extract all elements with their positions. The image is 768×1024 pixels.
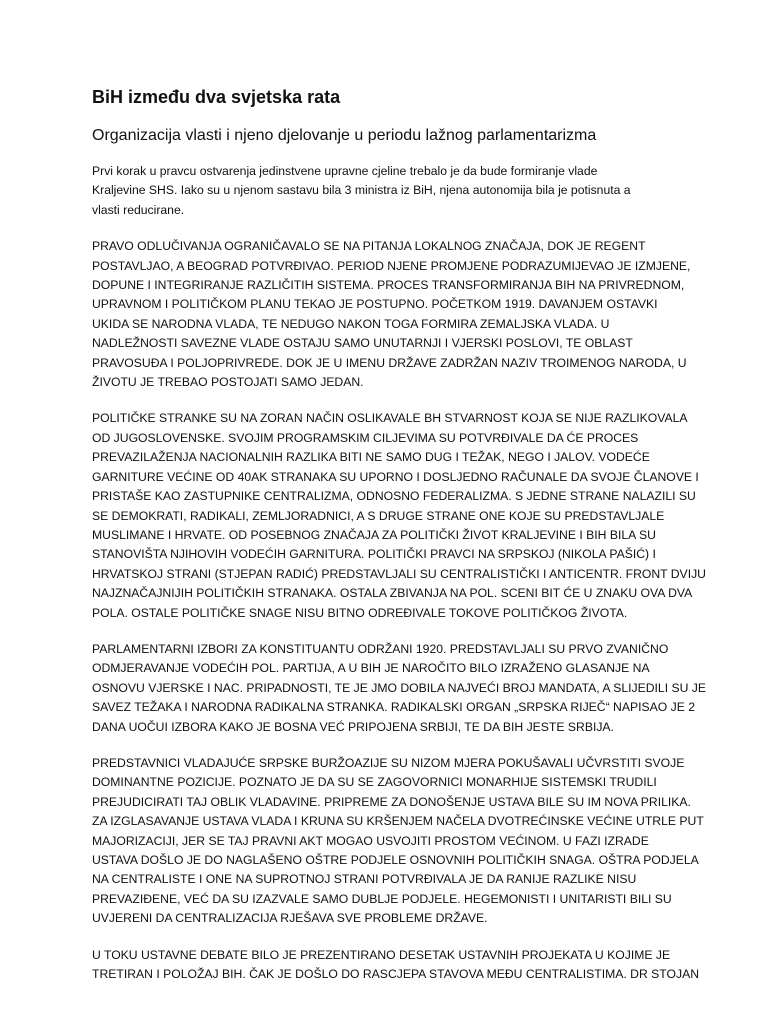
paragraph-line: PRAVO ODLUČIVANJA OGRANIČAVALO SE NA PITANJA LOKALNOG ZNAČAJA, DOK JE REGENT	[92, 239, 646, 254]
paragraph-line: UVJERENI DA CENTRALIZACIJA RJEŠAVA SVE PROBLEME DRŽAVE.	[92, 911, 488, 926]
paragraph-line: STANOVIŠTA NJIHOVIH VODEĆIH GARNITURA. POLITIČKI PRAVCI NA SRPSKOJ (NIKOLA PAŠIĆ) I	[92, 547, 656, 562]
paragraph-line: NAJZNAČAJNIJIH POLITIČKIH STRANAKA. OSTALA ZBIVANJA NA POL. SCENI BIT ĆE U ZNAKU OVA DVA	[92, 586, 693, 601]
paragraph-line: PREDSTAVNICI VLADAJUĆE SRPSKE BURŽOAZIJE SU NIZOM MJERA POKUŠAVALI UČVRSTITI SVOJE	[92, 755, 685, 770]
paragraph-line: DOPUNE I INTEGRIRANJE RAZLIČITIH SISTEMA. PROCES TRANSFORMIRANJA BIH NA PRIVREDNOM,	[92, 278, 685, 293]
paragraph-line: PRISTAŠE KAO ZASTUPNIKE CENTRALIZMA, ODNOSNO FEDERALIZMA. S JEDNE STRANE NALAZILI SU	[92, 489, 696, 504]
paragraph-line: MAJORIZACIJI, JER SE TAJ PRAVNI AKT MOGAO USVOJITI PROSTOM VEĆINOM. U FAZI IZRADE	[92, 833, 649, 848]
paragraph-line: ŽIVOTU JE TREBAO POSTOJATI SAMO JEDAN.	[92, 375, 364, 390]
paragraph-line: SAVEZ TEŽAKA I NARODNA RADIKALNA STRANKA. RADIKALSKI ORGAN „SRPSKA RIJEČ“ NAPISAO JE 2	[92, 700, 695, 715]
paragraph-line: NADLEŽNOSTI SAVEZNE VLADE OSTAJU SAMO UNUTARNJI I VJERSKI POSLOVI, TE OBLAST	[92, 336, 633, 351]
paragraph-line: UPRAVNOM I POLITIČKOM PLANU TEKAO JE POSTUPNO. POČETKOM 1919. DAVANJEM OSTAVKI	[92, 297, 658, 312]
document-body	[92, 162, 707, 984]
paragraph	[92, 237, 698, 392]
paragraph-line: PREVAZILAŽENJA NACIONALNIH RAZLIKA BITI NE SAMO DUG I TEŽAK, NEGO I JALOV. VODEĆE	[92, 450, 650, 465]
paragraph-line: POLA. OSTALE POLITIČKE SNAGE NISU BITNO ODREĐIVALE TOKOVE POLITIČKOG ŽIVOTA.	[92, 605, 628, 620]
paragraph-line: Prvi korak u pravcu ostvarenja jedinstvene upravne cjeline trebalo je da bude formiranje vlade	[92, 164, 598, 178]
paragraph-line: POSTAVLJAO, A BEOGRAD POTVRĐIVAO. PERIOD NJENE PROMJENE PODRAZUMIJEVAO JE IZMJENE,	[92, 258, 691, 273]
paragraph-line: POLITIČKE STRANKE SU NA ZORAN NAČIN OSLIKAVALE BH STVARNOST KOJA SE NIJE RAZLIKOVALA	[92, 411, 688, 426]
paragraph-line: PARLAMENTARNI IZBORI ZA KONSTITUANTU ODRŽANI 1920. PREDSTAVLJALI SU PRVO ZVANIČNO	[92, 641, 669, 656]
paragraph-line: UKIDA SE NARODNA VLADA, TE NEDUGO NAKON TOGA FORMIRA ZEMALJSKA VLADA. U	[92, 316, 610, 331]
paragraph-line: U TOKU USTAVNE DEBATE BILO JE PREZENTIRANO DESETAK USTAVNIH PROJEKATA U KOJIME JE	[92, 947, 671, 962]
paragraph-line: PRAVOSUĐA I POLJOPRIVREDE. DOK JE U IMENU DRŽAVE ZADRŽAN NAZIV TROIMENOG NARODA, U	[92, 355, 687, 370]
paragraph-line: HRVATSKOJ STRANI (STJEPAN RADIĆ) PREDSTAVLJALI SU CENTRALISTIČKI I ANTICENTR. FRONT DVIJU	[92, 566, 706, 581]
paragraph-line: ODMJERAVANJE VODEĆIH POL. PARTIJA, A U BIH JE NAROČITO BILO IZRAŽENO GLASANJE NA	[92, 661, 650, 676]
paragraph-line: USTAVA DOŠLO JE DO NAGLAŠENO OŠTRE PODJELE OSNOVNIH POLITIČKIH SNAGA. OŠTRA PODJELA	[92, 853, 699, 867]
paragraph-line: vlasti reducirane.	[92, 202, 185, 217]
paragraph	[92, 946, 698, 985]
paragraph-line: NA CENTRALISTE I ONE NA SUPROTNOJ STRANI POTVRĐIVALA JE DA RANIJE RAZLIKE NISU	[92, 872, 637, 887]
paragraph-line: SE DEMOKRATI, RADIKALI, ZEMLJORADNICI, A S DRUGE STRANE ONE KOJE SU PREDSTAVLJALE	[92, 508, 665, 523]
document-subtitle: Organizacija vlasti i njeno djelovanje u periodu lažnog parlamentarizma	[92, 127, 597, 144]
paragraph-line: DOMINANTNE POZICIJE. POZNATO JE DA SU SE ZAGOVORNICI MONARHIJE SISTEMSKI TRUDILI	[92, 775, 657, 790]
paragraph-line: TRETIRAN I POLOŽAJ BIH. ČAK JE DOŠLO DO RASCJEPA STAVOVA MEĐU CENTRALISTIMA. DR STOJAN	[92, 967, 699, 982]
paragraph	[92, 409, 706, 622]
paragraph-line: PREJUDICIRATI TAJ OBLIK VLADAVINE. PRIPREME ZA DONOŠENJE USTAVA BILE SU IM NOVA PRILIKA.	[92, 794, 691, 809]
document-title: BiH između dva svjetska rata	[92, 87, 341, 107]
paragraph-line: ZA IZGLASAVANJE USTAVA VLADA I KRUNA SU KRŠENJEM NAČELA DVOTREĆINSKE VEĆINE UTRLE PUT	[92, 814, 704, 829]
paragraph	[92, 162, 698, 220]
paragraph-line: DANA UOČUI IZBORA KAKO JE BOSNA VEĆ PRIPOJENA SRBIJI, TE DA BIH JESTE SRBIJA.	[92, 719, 614, 734]
paragraph	[92, 640, 707, 737]
paragraph-line: PREVAZIĐENE, VEĆ DA SU IZAZVALE SAMO DUBLJE PODJELE. HEGEMONISTI I UNITARISTI BILI SU	[92, 891, 672, 906]
paragraph-line: Kraljevine SHS. Iako su u njenom sastavu bila 3 ministra iz BiH, njena autonomija bila je potisnuta a	[92, 183, 631, 198]
paragraph-line: OD JUGOSLOVENSKE. SVOJIM PROGRAMSKIM CILJEVIMA SU POTVRĐIVALE DA ĆE PROCES	[92, 430, 639, 445]
paragraph-line: GARNITURE VEĆINE OD 40AK STRANAKA SU UPORNO I DOSLJEDNO RAČUNALE DA SVOJE ČLANOVE I	[92, 469, 699, 484]
paragraph-line: OSNOVU VJERSKE I NAC. PRIPADNOSTI, TE JE JMO DOBILA NAJVEĆI BROJ MANDATA, A SLIJEDILI SU JE	[92, 680, 707, 695]
paragraph-line: MUSLIMANE I HRVATE. OD POSEBNOG ZNAČAJA ZA POLITIČKI ŽIVOT KRALJEVINE I BIH BILA SU	[92, 527, 656, 542]
paragraph	[92, 754, 704, 929]
